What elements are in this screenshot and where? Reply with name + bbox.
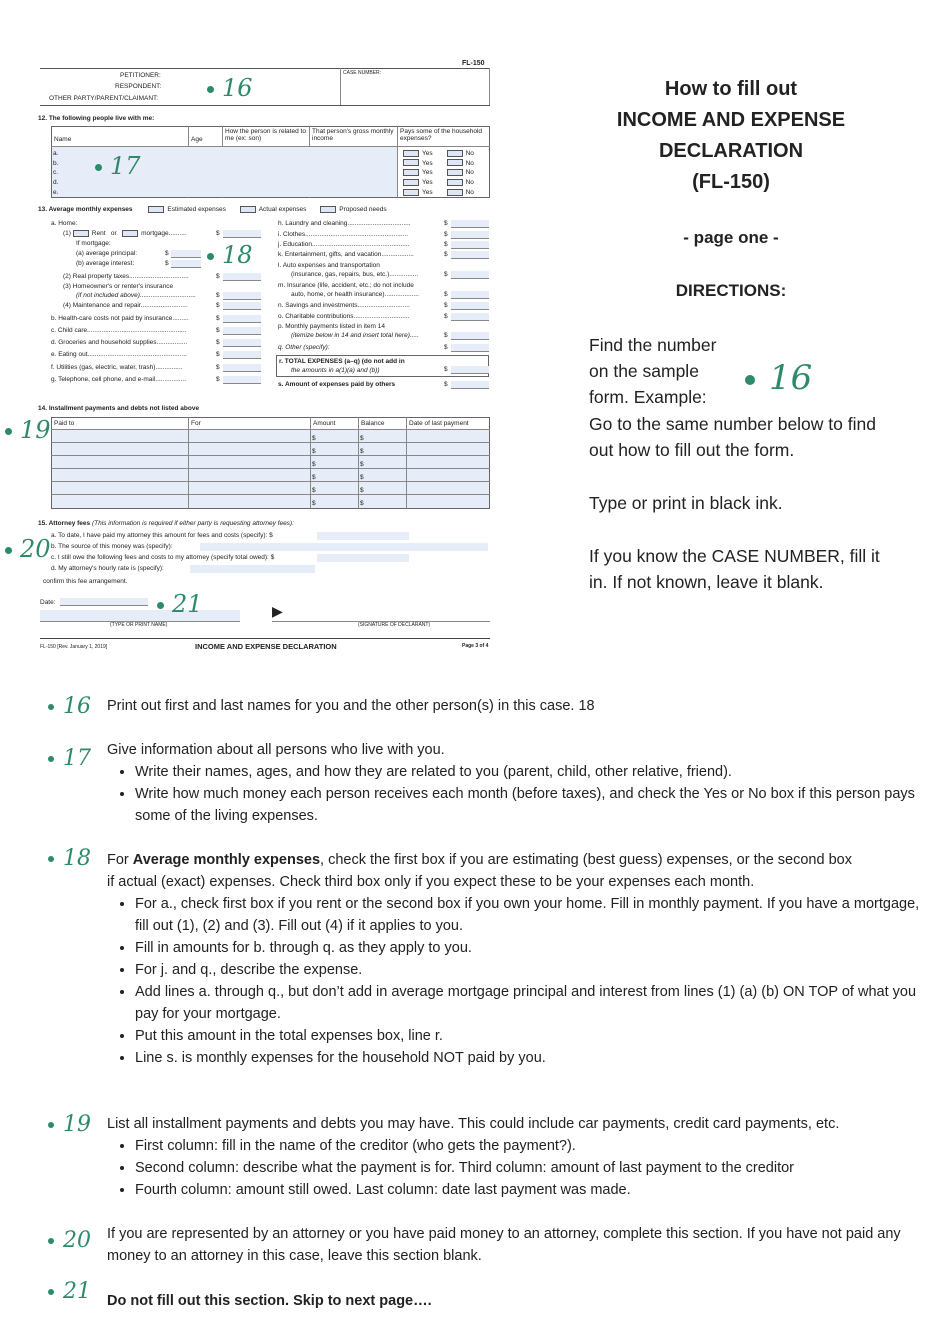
instruction-18-bold: Average monthly expenses bbox=[132, 852, 321, 868]
sec12-header-pays: Pays some of the household expenses? bbox=[400, 128, 483, 143]
expense-q: q. Other (specify): bbox=[278, 344, 330, 351]
dollar-sign: $ bbox=[216, 351, 220, 358]
form-footer-rev: FL-150 [Rev. January 1, 2019] bbox=[40, 644, 108, 650]
sec14-balance-dollars: $ $ $ $ $ $ bbox=[360, 435, 364, 507]
caption-other: OTHER PARTY/PARENT/CLAIMANT: bbox=[49, 95, 159, 102]
dollar-sign: $ bbox=[216, 327, 220, 334]
sec15-confirm: confirm this fee arrangement. bbox=[43, 578, 128, 585]
sec15-c-field[interactable] bbox=[317, 554, 409, 562]
dollar-sign: $ bbox=[216, 230, 220, 237]
mortgage-checkbox[interactable] bbox=[122, 230, 138, 237]
name-field[interactable] bbox=[40, 610, 240, 621]
expense-a2: (2) Real property taxes................................. bbox=[63, 273, 189, 280]
sec14-header-paid-to: Paid to bbox=[54, 420, 75, 427]
instruction-19-bullet: • Fourth column: amount still owed. Last column: date last payment was made. bbox=[135, 1179, 922, 1201]
dollar-sign: $ bbox=[444, 241, 448, 248]
sec12-row-d: d. bbox=[53, 179, 59, 187]
actual-label: Actual expenses bbox=[258, 206, 307, 214]
directions-p2: Go to the same number below to find out how to fill out the form. bbox=[589, 414, 876, 460]
total-amount-field[interactable] bbox=[451, 366, 489, 374]
form-footer-title: INCOME AND EXPENSE DECLARATION bbox=[195, 642, 337, 651]
avg-interest-label: (b) average interest: bbox=[76, 260, 135, 267]
dollar-sign: $ bbox=[444, 291, 448, 298]
yes-checkbox[interactable] bbox=[403, 169, 419, 176]
dollar-sign: $ bbox=[216, 376, 220, 383]
amount-field[interactable] bbox=[223, 364, 261, 372]
directions-title-3: DECLARATION bbox=[658, 140, 804, 162]
instruction-18-bullet: • Add lines a. through q., but don’t add in average mortgage principal and interest from lines (1) (a) (b) ON TOP of what you pay for your mortgage. bbox=[135, 981, 922, 1025]
amount-field[interactable] bbox=[223, 315, 261, 323]
if-mortgage-label: If mortgage: bbox=[76, 240, 111, 247]
sec12-title: 12. The following people live with me: bbox=[38, 115, 155, 122]
amount-field[interactable] bbox=[223, 376, 261, 384]
amount-field[interactable] bbox=[451, 313, 489, 321]
dollar-sign: $ bbox=[216, 364, 220, 371]
form-footer-page: Page 3 of 4 bbox=[462, 643, 489, 649]
no-checkbox[interactable] bbox=[447, 150, 463, 157]
dollar-sign: $ bbox=[444, 381, 448, 388]
sec12-row-c: c. bbox=[53, 169, 59, 177]
arrow-icon: ▶ bbox=[272, 603, 283, 619]
instr-marker-21: 21 bbox=[48, 1279, 91, 1304]
form-id: FL-150 bbox=[462, 60, 485, 67]
example-marker: 16 bbox=[745, 358, 812, 398]
dollar-sign: $ bbox=[444, 366, 448, 373]
marker-16: 16 bbox=[207, 74, 253, 102]
sec12-header-name: Name bbox=[54, 136, 72, 143]
dollar-sign: $ bbox=[444, 251, 448, 258]
date-field[interactable] bbox=[60, 598, 148, 606]
sec12-yes-no-column: Yes No Yes No Yes No Yes No Yes No bbox=[403, 149, 474, 198]
caption-respondent: RESPONDENT: bbox=[115, 83, 162, 90]
instruction-19-bullet: • First column: fill in the name of the creditor (who gets the payment?). bbox=[135, 1135, 922, 1157]
instruction-17-bullet: • Write how much money each person receives each month (before taxes), and check the Yes or No box if this person pays some of the living expenses. bbox=[135, 783, 922, 827]
dollar-sign: $ bbox=[216, 292, 220, 299]
expense-a3b: (if not included above)............................... bbox=[76, 292, 196, 299]
amount-field[interactable] bbox=[451, 291, 489, 299]
instruction-19 bbox=[107, 1113, 922, 1201]
instruction-18-bullet: • Line s. is monthly expenses for the household NOT paid by you. bbox=[135, 1047, 922, 1069]
yes-checkbox[interactable] bbox=[403, 189, 419, 196]
expense-p2: (itemize below in 14 and insert total here)..... bbox=[291, 332, 419, 339]
instruction-17-text: Give information about all persons who live with you. bbox=[107, 742, 445, 758]
directions-title-1: How to fill out bbox=[664, 78, 798, 100]
sec12-row-b: b. bbox=[53, 159, 59, 167]
caption-petitioner: PETITIONER: bbox=[120, 72, 161, 79]
sec15-date-label: Date: bbox=[40, 599, 56, 606]
amount-field[interactable] bbox=[451, 344, 489, 352]
rent-checkbox[interactable] bbox=[73, 230, 89, 237]
sec14-title: 14. Installment payments and debts not listed above bbox=[38, 405, 200, 412]
directions-title-4: (FL-150) bbox=[692, 171, 770, 193]
or-label: or bbox=[110, 230, 117, 238]
instruction-18-pre: For bbox=[107, 852, 133, 868]
instruction-16: Print out first and last names for you and the other person(s) in this case. 18 bbox=[107, 698, 595, 714]
sec14-header-for: For bbox=[191, 420, 201, 427]
instruction-18-bullet: • Put this amount in the total expenses box, line r. bbox=[135, 1025, 922, 1047]
amount-field[interactable] bbox=[223, 273, 261, 281]
amount-field[interactable] bbox=[223, 302, 261, 310]
directions-title-2: INCOME AND EXPENSE bbox=[616, 109, 846, 131]
yes-checkbox[interactable] bbox=[403, 159, 419, 166]
marker-21: 21 bbox=[157, 590, 203, 618]
sec12-row-e: e. bbox=[53, 188, 59, 196]
expense-b: b. Health-care costs not paid by insurance......... bbox=[51, 315, 189, 322]
dollar-sign: $ bbox=[165, 260, 169, 267]
amount-field[interactable] bbox=[223, 351, 261, 359]
marker-19: 19 bbox=[5, 416, 51, 444]
expense-j: j. Education...................................................... bbox=[278, 241, 410, 248]
dollar-sign: $ bbox=[165, 250, 169, 257]
sec15-note: (This information is required if either party is requesting attorney fees): bbox=[91, 520, 294, 527]
expense-a-home: a. Home: bbox=[51, 220, 78, 227]
instruction-20: If you are represented by an attorney or you have paid money to an attorney, complete this section. If you have not paid any money to an attorney in this case, leave this section blank. bbox=[107, 1226, 901, 1264]
expense-s: s. Amount of expenses paid by others bbox=[278, 381, 396, 388]
dollar-sign: $ bbox=[216, 339, 220, 346]
sec15-c: c. I still owe the following fees and costs to my attorney (specify total owed): $ bbox=[51, 554, 275, 561]
directions-p3: Type or print in black ink. bbox=[589, 493, 783, 513]
expense-r-total: r. TOTAL EXPENSES (a–q) (do not add in bbox=[279, 358, 405, 365]
sec14-amount-dollars: $ $ $ $ $ $ bbox=[312, 435, 316, 507]
dollar-sign: $ bbox=[216, 273, 220, 280]
expense-l2: (insurance, gas, repairs, bus, etc.)................ bbox=[291, 271, 419, 278]
dollar-sign: $ bbox=[444, 344, 448, 351]
dollar-sign: $ bbox=[444, 220, 448, 227]
avg-principal-label: (a) average principal: bbox=[76, 250, 138, 257]
amount-field[interactable] bbox=[223, 327, 261, 335]
estimated-label: Estimated expenses bbox=[167, 206, 226, 214]
no-checkbox[interactable] bbox=[447, 179, 463, 186]
no-checkbox[interactable] bbox=[447, 169, 463, 176]
signature-caption: (SIGNATURE OF DECLARANT) bbox=[358, 622, 431, 628]
instruction-18-bullet: • For a., check first box if you rent or the second box if you own your home. Fill in monthly payment. If you have a mortgage, fill out (1), (2) and (3). Fill out (4) if it applies to you. bbox=[135, 893, 922, 937]
caption-case-number: CASE NUMBER: bbox=[343, 70, 382, 76]
directions-heading: DIRECTIONS: bbox=[675, 281, 787, 300]
mortgage-label: mortgage.......... bbox=[141, 230, 187, 238]
expense-k: k. Entertainment, gifts, and vacation.................. bbox=[278, 251, 414, 258]
expense-n: n. Savings and investments............................. bbox=[278, 302, 410, 309]
no-checkbox[interactable] bbox=[447, 189, 463, 196]
instr-marker-19: 19 bbox=[48, 1112, 91, 1137]
expense-a1: (1) bbox=[63, 230, 71, 238]
actual-checkbox[interactable] bbox=[240, 206, 256, 213]
sec15-b: b. The source of this money was (specify): bbox=[51, 543, 173, 550]
expense-r2: the amounts in a(1)(a) and (b)) bbox=[291, 367, 380, 374]
amount-field[interactable] bbox=[451, 231, 489, 239]
dollar-sign: $ bbox=[444, 302, 448, 309]
sec12-header-related: How the person is related to me (ex: son) bbox=[225, 128, 306, 143]
expense-h: h. Laundry and cleaning................................... bbox=[278, 220, 411, 227]
yes-checkbox[interactable] bbox=[403, 150, 419, 157]
dollar-sign: $ bbox=[444, 313, 448, 320]
sec15-b-field[interactable] bbox=[200, 543, 488, 551]
expense-d: d. Groceries and household supplies................. bbox=[51, 339, 188, 346]
directions-panel bbox=[588, 74, 874, 198]
instr-marker-20: 20 bbox=[48, 1228, 91, 1253]
expense-m: m. Insurance (life, accident, etc.; do not include bbox=[278, 282, 414, 289]
estimated-checkbox[interactable] bbox=[148, 206, 164, 213]
amount-field[interactable] bbox=[451, 241, 489, 249]
sec14-header-date: Date of last payment bbox=[409, 420, 469, 427]
expense-a4: (4) Maintenance and repair.......................... bbox=[63, 302, 188, 309]
sec15-d: d. My attorney's hourly rate is (specify): bbox=[51, 565, 164, 572]
sec14-header-amount: Amount bbox=[313, 420, 336, 427]
expense-g: g. Telephone, cell phone, and e-mail................. bbox=[51, 376, 187, 383]
instruction-19-text: List all installment payments and debts you may have. This could include car payments, credit card payments, etc. bbox=[107, 1116, 840, 1132]
amount-field[interactable] bbox=[223, 230, 261, 238]
amount-field[interactable] bbox=[451, 271, 489, 279]
instruction-18-post: , check the first box if you are estimating (best guess) expenses, or the second box bbox=[320, 852, 852, 868]
expense-f: f. Utilities (gas, electric, water, trash)............... bbox=[51, 364, 183, 371]
directions-page-label: - page one - bbox=[683, 228, 779, 247]
amount-field[interactable] bbox=[451, 220, 489, 228]
amount-field[interactable] bbox=[451, 251, 489, 259]
expense-c: c. Child care....................................................... bbox=[51, 327, 187, 334]
dollar-sign: $ bbox=[444, 332, 448, 339]
instr-marker-17: 17 bbox=[48, 746, 91, 771]
instr-marker-16: 16 bbox=[48, 694, 91, 719]
instruction-18-bullet: • For j. and q., describe the expense. bbox=[135, 959, 922, 981]
amount-field[interactable] bbox=[171, 260, 201, 268]
sec15-a-field[interactable] bbox=[317, 532, 409, 540]
proposed-label: Proposed needs bbox=[339, 206, 387, 214]
dollar-sign: $ bbox=[216, 315, 220, 322]
amount-field[interactable] bbox=[451, 381, 489, 389]
expense-m2: auto, home, or health insurance)................... bbox=[291, 291, 419, 298]
instruction-18 bbox=[107, 849, 922, 1069]
instr-marker-18: 18 bbox=[48, 846, 91, 871]
amount-field[interactable] bbox=[451, 332, 489, 340]
directions-p4: If you know the CASE NUMBER, fill it in. If not known, leave it blank. bbox=[589, 546, 880, 592]
no-checkbox[interactable] bbox=[447, 159, 463, 166]
instruction-21: Do not fill out this section. Skip to next page…. bbox=[107, 1293, 432, 1309]
expense-a3: (3) Homeowner's or renter's insurance bbox=[63, 283, 174, 290]
marker-18: 18 bbox=[207, 241, 253, 269]
directions-p1: Find the number on the sample form. Example: bbox=[589, 335, 717, 407]
instruction-17 bbox=[107, 739, 922, 827]
type-name-caption: (TYPE OR PRINT NAME) bbox=[110, 622, 168, 628]
expense-i: i. Clothes......................................................... bbox=[278, 231, 409, 238]
sec14-header-balance: Balance bbox=[361, 420, 385, 427]
instruction-19-bullet: • Second column: describe what the payment is for. Third column: amount of last payment to the creditor bbox=[135, 1157, 922, 1179]
dollar-sign: $ bbox=[216, 302, 220, 309]
yes-checkbox[interactable] bbox=[403, 179, 419, 186]
sec12-header-age: Age bbox=[191, 136, 203, 143]
dollar-sign: $ bbox=[444, 231, 448, 238]
marker-20: 20 bbox=[5, 535, 51, 563]
marker-17: 17 bbox=[95, 152, 141, 180]
instruction-17-bullet: • Write their names, ages, and how they are related to you (parent, child, other relative, friend). bbox=[135, 761, 922, 783]
instruction-18-bullet: • Fill in amounts for b. through q. as they apply to you. bbox=[135, 937, 922, 959]
sec12-row-a: a. bbox=[53, 150, 59, 157]
expense-l: l. Auto expenses and transportation bbox=[278, 262, 380, 269]
expense-e: e. Eating out....................................................... bbox=[51, 351, 187, 358]
expense-o: o. Charitable contributions............................... bbox=[278, 313, 410, 320]
sec15-title: 15. Attorney fees bbox=[38, 520, 91, 527]
expense-p: p. Monthly payments listed in item 14 bbox=[278, 323, 385, 330]
proposed-checkbox[interactable] bbox=[320, 206, 336, 213]
sec15-d-field[interactable] bbox=[190, 565, 315, 573]
amount-field[interactable] bbox=[223, 339, 261, 347]
dollar-sign: $ bbox=[444, 271, 448, 278]
sec12-header-income: That person's gross monthly income bbox=[312, 128, 394, 143]
sec13-title: 13. Average monthly expenses bbox=[38, 206, 133, 214]
amount-field[interactable] bbox=[223, 292, 261, 300]
amount-field[interactable] bbox=[171, 250, 201, 258]
sec15-a: a. To date, I have paid my attorney this amount for fees and costs (specify): $ bbox=[51, 532, 273, 539]
rent-label: Rent bbox=[91, 230, 106, 238]
instruction-18-line2: if actual (exact) expenses. Check third box only if you expect these to be your expenses each month. bbox=[107, 874, 755, 890]
amount-field[interactable] bbox=[451, 302, 489, 310]
